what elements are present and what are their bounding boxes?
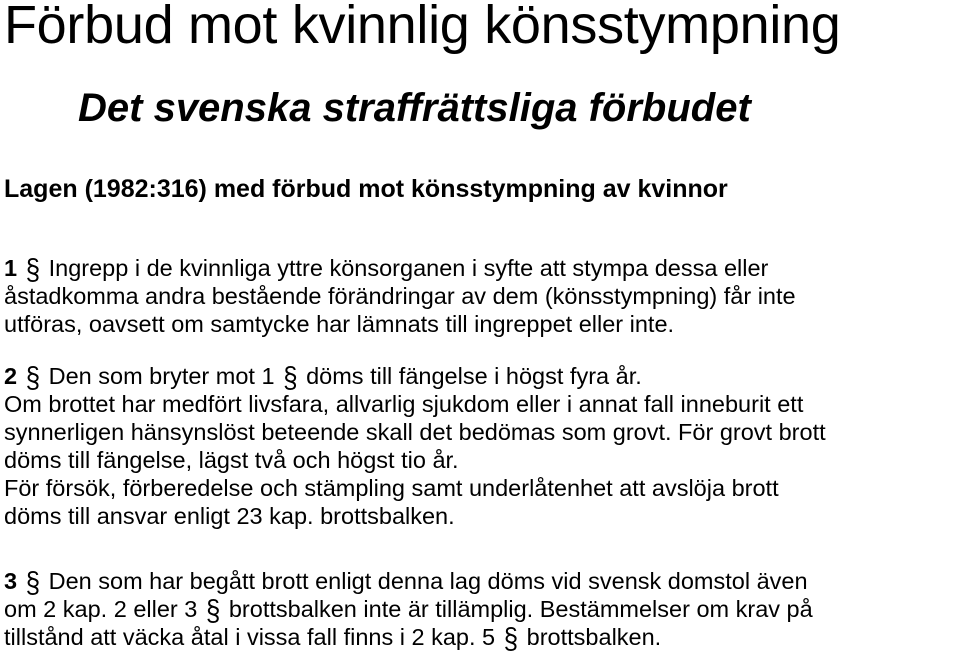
paragraph-text: döms till fängelse i högst fyra år. [306, 363, 642, 389]
paragraph-2-line-4: döms till fängelse, lägst två och högst tio år. [4, 447, 459, 473]
paragraph-text: tillstånd att väcka åtal i vissa fall finns i 2 kap. 5 [4, 624, 496, 650]
page-title: Förbud mot kvinnlig könsstympning [4, 0, 841, 55]
paragraph-text: brottsbalken. [526, 624, 662, 650]
paragraph-text: om 2 kap. 2 eller 3 [4, 596, 198, 622]
paragraph-2-line-1 [4, 359, 958, 395]
section-symbol: § [503, 620, 519, 655]
paragraph-text: brottsbalken inte är tillämplig. Bestämmelser om krav på [228, 596, 813, 622]
section-number: 2 [4, 363, 18, 389]
section-symbol: § [205, 592, 221, 628]
section-symbol: § [25, 359, 41, 395]
section-symbol: § [25, 251, 41, 287]
section-number: 3 [4, 568, 18, 594]
paragraph-1-line-1 [4, 251, 958, 287]
paragraph-3-line-1 [4, 564, 958, 600]
paragraph-1-line-2: åstadkomma andra bestående förändringar av dem (könsstympning) får inte [4, 283, 796, 309]
law-heading: Lagen (1982:316) med förbud mot könsstympning av kvinnor [4, 175, 728, 203]
paragraph-text: Ingrepp i de kvinnliga yttre könsorganen i syfte att stympa dessa eller [48, 255, 769, 281]
section-symbol: § [25, 564, 41, 600]
page-subtitle: Det svenska straffrättsliga förbudet [78, 86, 751, 130]
paragraph-3-line-3 [4, 620, 958, 655]
paragraph-2-line-2: Om brottet har medfört livsfara, allvarlig sjukdom eller i annat fall inneburit ett [4, 391, 804, 417]
paragraph-3-line-2 [4, 592, 958, 628]
paragraph-1 [4, 251, 958, 338]
paragraph-text: Den som har begått brott enligt denna lag döms vid svensk domstol även [48, 568, 808, 594]
section-symbol: § [283, 359, 298, 395]
paragraph-2-line-5: För försök, förberedelse och stämpling samt underlåtenhet att avslöja brott [4, 475, 779, 501]
paragraph-2 [4, 359, 958, 530]
section-number: 1 [4, 255, 18, 281]
paragraph-2-line-6: döms till ansvar enligt 23 kap. brottsbalken. [4, 503, 455, 529]
paragraph-2-line-3: synnerligen hänsynslöst beteende skall det bedömas som grovt. För grovt brott [4, 419, 826, 445]
paragraph-text: Den som bryter mot 1 [48, 363, 275, 389]
paragraph-1-line-3: utföras, oavsett om samtycke har lämnats till ingreppet eller inte. [4, 311, 675, 337]
paragraph-3 [4, 564, 958, 655]
